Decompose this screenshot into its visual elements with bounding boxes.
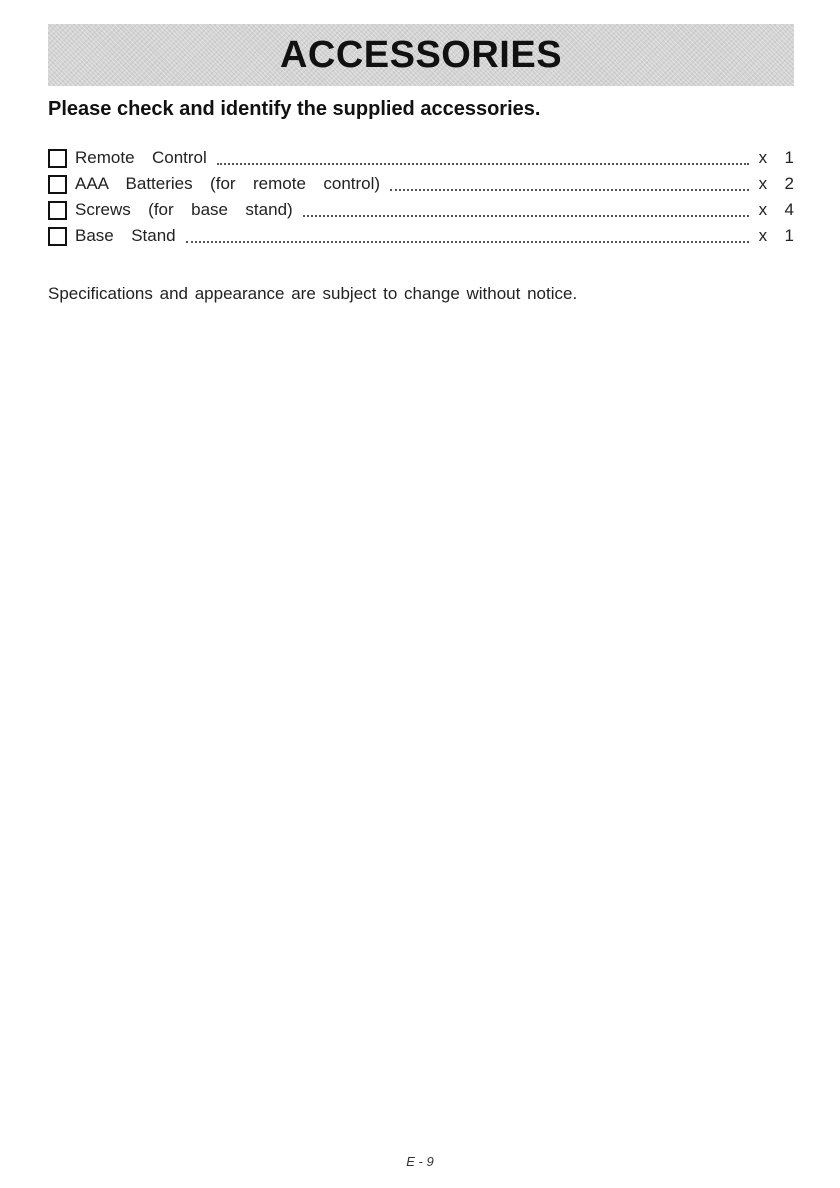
accessory-label: Remote Control	[75, 148, 207, 167]
accessory-quantity: x 4	[758, 200, 794, 219]
checkbox[interactable]	[48, 201, 67, 220]
specifications-note: Specifications and appearance are subject to change without notice.	[48, 284, 578, 303]
dot-leader	[390, 187, 749, 191]
accessory-quantity: x 1	[758, 148, 794, 167]
dot-leader	[303, 213, 749, 217]
section-heading: Please check and identify the supplied accessories.	[48, 98, 541, 120]
checkbox[interactable]	[48, 149, 67, 168]
accessory-label: Screws (for base stand)	[75, 200, 293, 219]
accessory-item-screws	[48, 197, 794, 223]
accessory-item-base-stand	[48, 223, 794, 249]
dot-leader	[217, 161, 749, 165]
checkbox[interactable]	[48, 227, 67, 246]
page-title: ACCESSORIES	[279, 33, 563, 76]
dot-leader	[186, 239, 749, 243]
accessory-item-remote-control	[48, 145, 794, 171]
accessory-item-batteries	[48, 171, 794, 197]
title-banner	[48, 24, 794, 86]
accessory-label: AAA Batteries (for remote control)	[75, 174, 381, 193]
page-number: E - 9	[406, 1154, 434, 1169]
checkbox[interactable]	[48, 175, 67, 194]
accessory-label: Base Stand	[75, 226, 176, 245]
accessory-quantity: x 2	[758, 174, 794, 193]
accessory-list	[48, 145, 794, 249]
accessory-quantity: x 1	[758, 226, 794, 245]
